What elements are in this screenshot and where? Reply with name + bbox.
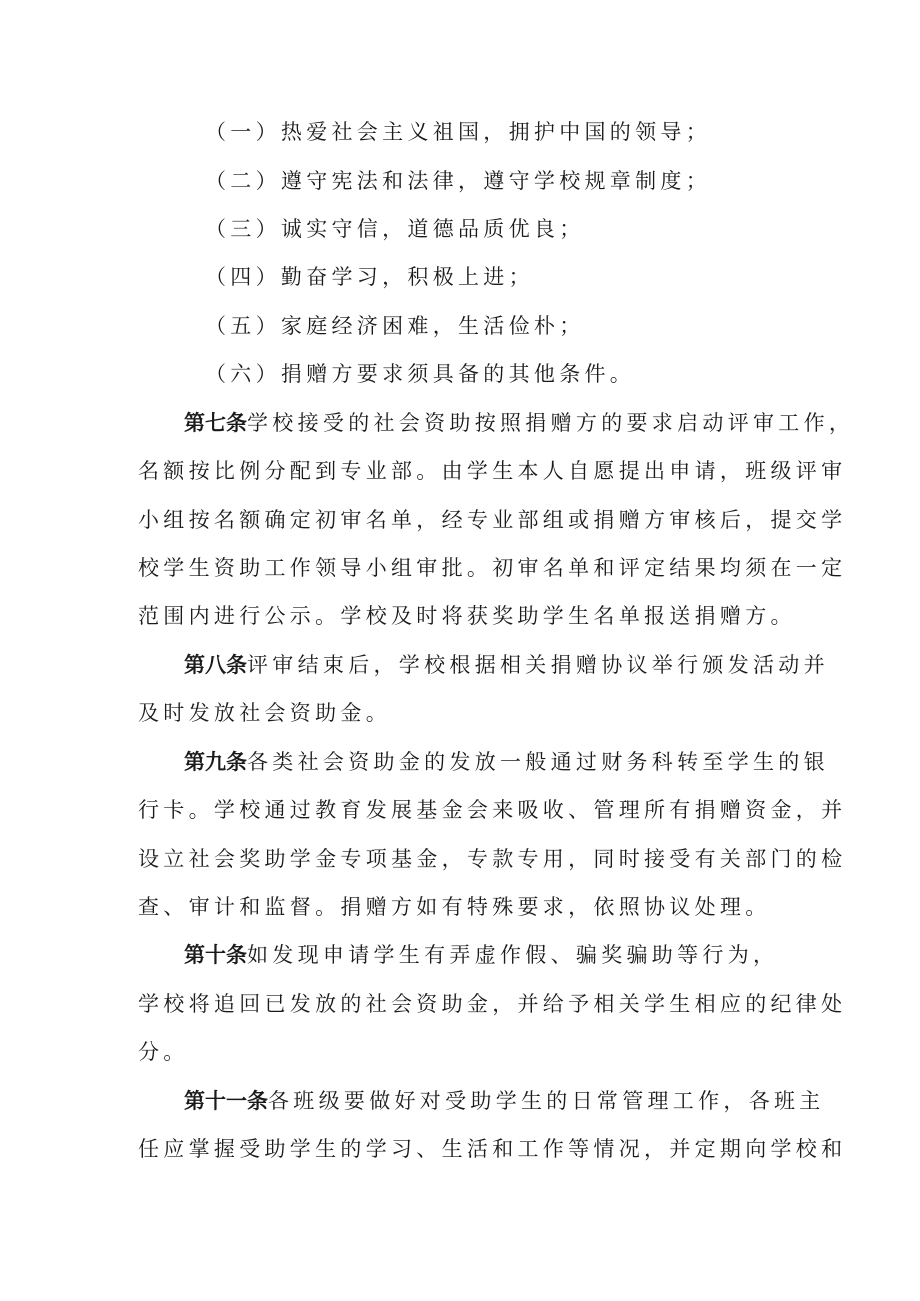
article-text-line: 查、审计和监督。捐赠方如有特殊要求，依照协议处理。 [138, 895, 771, 919]
article-text: 如发现申请学生有弄虚作假、骗奖骗助等行为， [247, 943, 779, 967]
article-heading: 第九条 [184, 750, 247, 774]
article-10-first-line [184, 940, 778, 970]
article-text: 学校接受的社会资助按照捐赠方的要求启动评审工作， [247, 411, 855, 435]
article-8-first-line [184, 650, 829, 680]
condition-item: （二）遵守宪法和法律，遵守学校规章制度； [205, 169, 711, 193]
article-text-line: 行卡。学校通过教育发展基金会来吸收、管理所有捐赠资金，并 [138, 798, 847, 822]
condition-item: （六）捐赠方要求须具备的其他条件。 [205, 362, 636, 386]
article-text-line: 小组按名额确定初审名单，经专业部组或捐赠方审核后，提交学 [138, 508, 847, 532]
article-text-line: 分。 [138, 1040, 189, 1064]
article-text-line: 任应掌握受助学生的学习、生活和工作等情况，并定期向学校和 [138, 1137, 847, 1161]
article-9-first-line [184, 747, 829, 777]
article-text-line: 校学生资助工作领导小组审批。初审名单和评定结果均须在一定 [138, 556, 847, 580]
article-text-line: 学校将追回已发放的社会资助金，并给予相关学生相应的纪律处 [138, 992, 847, 1016]
article-text: 各班级要做好对受助学生的日常管理工作，各班主 [268, 1089, 825, 1113]
article-11-first-line [184, 1086, 825, 1116]
condition-item: （五）家庭经济困难，生活俭朴； [205, 314, 585, 338]
article-text: 评审结束后，学校根据相关捐赠协议举行颁发活动并 [247, 653, 829, 677]
article-text-line: 名额按比例分配到专业部。由学生本人自愿提出申请，班级评审 [138, 459, 847, 483]
condition-item: （四）勤奋学习，积极上进； [205, 265, 534, 289]
condition-item: （三）诚实守信，道德品质优良； [205, 217, 585, 241]
article-heading: 第七条 [184, 411, 247, 435]
article-7-first-line [184, 408, 854, 438]
article-heading: 第八条 [184, 653, 247, 677]
article-text-line: 范围内进行公示。学校及时将获奖助学生名单报送捐赠方。 [138, 604, 796, 628]
article-text: 各类社会资助金的发放一般通过财务科转至学生的银 [247, 750, 829, 774]
article-text-line: 及时发放社会资助金。 [138, 701, 391, 725]
condition-item: （一）热爱社会主义祖国，拥护中国的领导； [205, 120, 711, 144]
article-text-line: 设立社会奖助学金专项基金，专款专用，同时接受有关部门的检 [138, 847, 847, 871]
article-heading: 第十一条 [184, 1089, 268, 1113]
article-heading: 第十条 [184, 943, 247, 967]
